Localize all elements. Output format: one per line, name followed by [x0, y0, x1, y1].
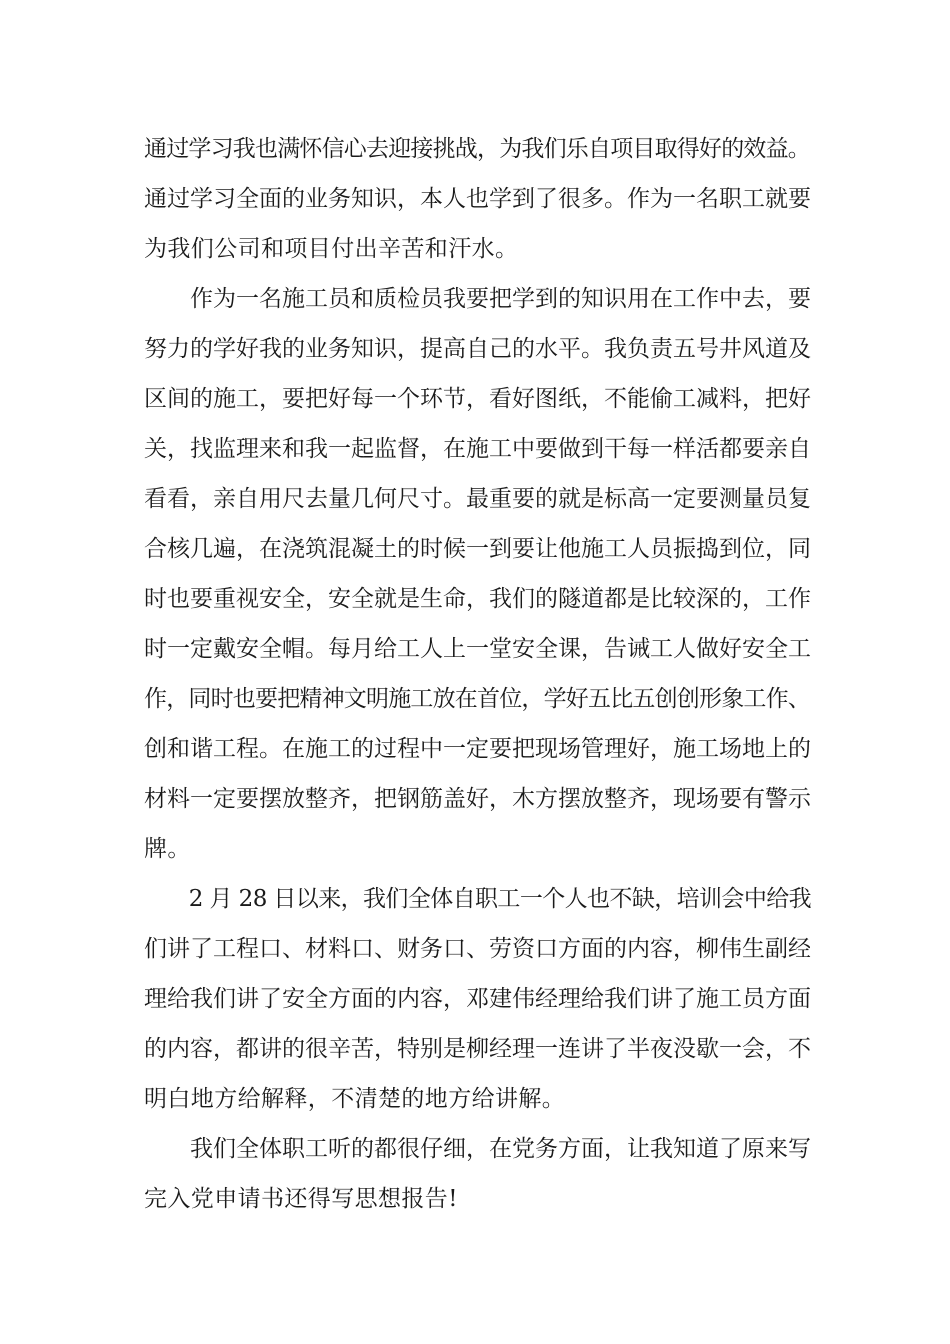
text-line: 的内容，都讲的很辛苦，特别是柳经理一连讲了半夜没歇一会，不: [144, 1036, 811, 1062]
text-line: 时也要重视安全，安全就是生命，我们的隧道都是比较深的，工作: [144, 586, 811, 612]
text-line: 作为一名施工员和质检员我要把学到的知识用在工作中去，要: [144, 286, 811, 312]
text-line: 努力的学好我的业务知识，提高自己的水平。我负责五号井风道及: [144, 336, 811, 362]
text-line: 创和谐工程。在施工的过程中一定要把现场管理好，施工场地上的: [144, 736, 811, 762]
text-line: 材料一定要摆放整齐，把钢筋盖好，木方摆放整齐，现场要有警示: [144, 786, 811, 812]
text-line: 合核几遍，在浇筑混凝土的时候一到要让他施工人员振捣到位，同: [144, 536, 811, 562]
text-line: 时一定戴安全帽。每月给工人上一堂安全课，告诫工人做好安全工: [144, 636, 811, 662]
paragraph-1: [144, 124, 814, 274]
text-line: 通过学习全面的业务知识，本人也学到了很多。作为一名职工就要: [144, 186, 811, 212]
text-line: 通过学习我也满怀信心去迎接挑战，为我们乐自项目取得好的效益。: [144, 136, 811, 162]
paragraph-4: [144, 1124, 814, 1224]
text-line: 看看，亲自用尺去量几何尺寸。最重要的就是标高一定要测量员复: [144, 486, 811, 512]
paragraph-3: [144, 874, 814, 1124]
text-line: 2 月 28 日以来，我们全体自职工一个人也不缺，培训会中给我: [144, 886, 812, 912]
text-line: 关，找监理来和我一起监督，在施工中要做到干每一样活都要亲自: [144, 436, 811, 462]
text-line: 牌。: [144, 836, 191, 862]
text-line: 区间的施工，要把好每一个环节，看好图纸，不能偷工减料，把好: [144, 386, 811, 412]
paragraph-2: [144, 274, 814, 874]
text-line: 作，同时也要把精神文明施工放在首位，学好五比五创创形象工作、: [144, 686, 811, 712]
text-line: 完入党申请书还得写思想报告!: [144, 1186, 458, 1212]
text-line: 理给我们讲了安全方面的内容，邓建伟经理给我们讲了施工员方面: [144, 986, 811, 1012]
document-body: [144, 124, 814, 1224]
text-line: 们讲了工程口、材料口、财务口、劳资口方面的内容，柳伟生副经: [144, 936, 811, 962]
text-line: 明白地方给解释，不清楚的地方给讲解。: [144, 1086, 566, 1112]
text-line: 为我们公司和项目付出辛苦和汗水。: [144, 236, 519, 262]
text-line: 我们全体职工听的都很仔细，在党务方面，让我知道了原来写: [144, 1136, 811, 1162]
